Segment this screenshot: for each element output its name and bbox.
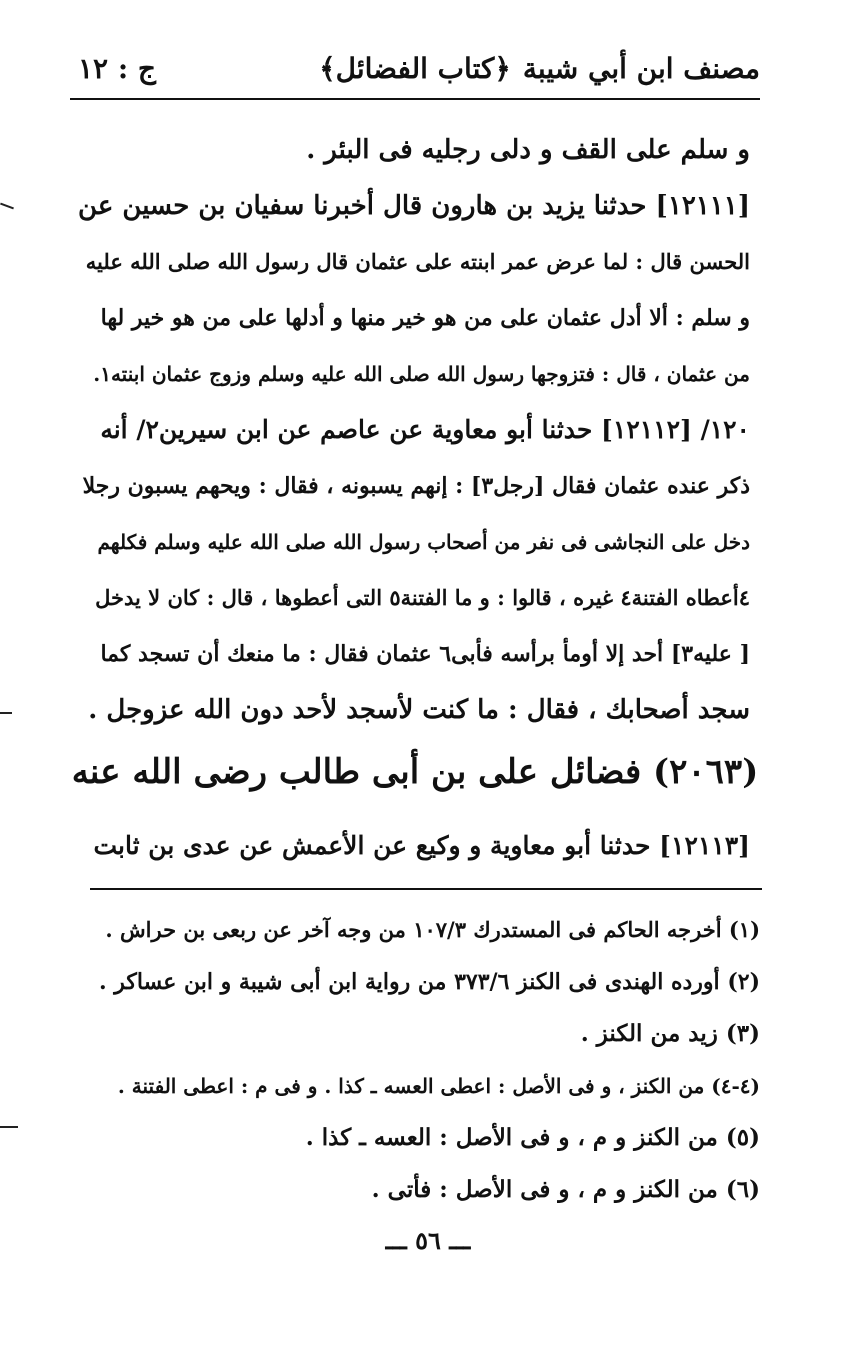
scan-edge-mark (0, 712, 12, 714)
text-line: ذكر عنده عثمان فقال [رجل٣] : إنهم يسبونه ، فقال : ويحهم يسبون رجلا (82, 473, 750, 499)
text-line: و سلم على القف و دلى رجليه فى البئر . (306, 135, 750, 165)
footnote: (٤-٤) من الكنز ، و فى الأصل : اعطى العسه ـ كذا . و فى م : اعطى الفتنة . (117, 1074, 760, 1098)
text-line: ٤أعطاه الفتنة٤ غيره ، قالوا : و ما الفتنة٥ التى أعطوها ، قال : كان لا يدخل (95, 585, 750, 610)
text-line: الحسن قال : لما عرض عمر ابنته على عثمان قال رسول الله صلى الله عليه (85, 249, 750, 274)
text-line: سجد أصحابك ، فقال : ما كنت لأسجد لأحد دون الله عزوجل . (88, 695, 750, 725)
text-line: و سلم : ألا أدل عثمان على من هو خير منها و أدلها على من هو خير لها (100, 305, 750, 331)
section-title: ﴿كتاب الفضائل﴾ (319, 52, 511, 85)
text-line: [١٢١١١] حدثنا يزيد بن هارون قال أخبرنا سفيان بن حسين عن (78, 191, 750, 221)
text-line: [ عليه٣] أحد إلا أومأ برأسه فأبى٦ عثمان فقال : ما منعك أن تسجد كما (100, 641, 750, 667)
footnote: (٦) من الكنز و م ، و فى الأصل : فأتى . (371, 1176, 760, 1203)
page-number: ـــ ٥٦ ـــ (385, 1226, 471, 1255)
footnotes (90, 904, 760, 1216)
scan-edge-mark (0, 1126, 18, 1128)
running-header (70, 52, 760, 96)
text-line: [١٢١١٣] حدثنا أبو معاوية و وكيع عن الأعمش عن عدى بن ثابت (93, 831, 750, 860)
footnote-divider (90, 888, 762, 890)
volume-indicator: ج : ١٢ (78, 52, 156, 85)
text-line: من عثمان ، قال : فتزوجها رسول الله صلى الله عليه وسلم وزوج عثمان ابنته١. (93, 362, 750, 386)
footnote: (٣) زيد من الكنز . (580, 1020, 760, 1047)
main-text (78, 122, 750, 738)
text-line: دخل على النجاشى فى نفر من أصحاب رسول الله صلى الله عليه وسلم فكلهم (97, 530, 750, 554)
chapter-heading: (٢٠٦٣) فضائل على بن أبى طالب رضى الله عنه (71, 752, 759, 792)
footnote: (١) أخرجه الحاكم فى المستدرك ١٠٧/٣ من وجه آخر عن ربعى بن حراش . (105, 917, 760, 942)
text-line: ١٢٠/ [١٢١١٢] حدثنا أبو معاوية عن عاصم عن ابن سيرين٢/ أنه (100, 415, 750, 444)
book-title: مصنف ابن أبي شيبة (522, 52, 760, 85)
header-divider (70, 98, 760, 100)
footnote: (٥) من الكنز و م ، و فى الأصل : العسه ـ كذا . (305, 1124, 760, 1151)
footnote: (٢) أورده الهندى فى الكنز ٣٧٣/٦ من رواية ابن أبى شيبة و ابن عساكر . (98, 969, 760, 995)
scan-edge-mark (0, 203, 14, 210)
